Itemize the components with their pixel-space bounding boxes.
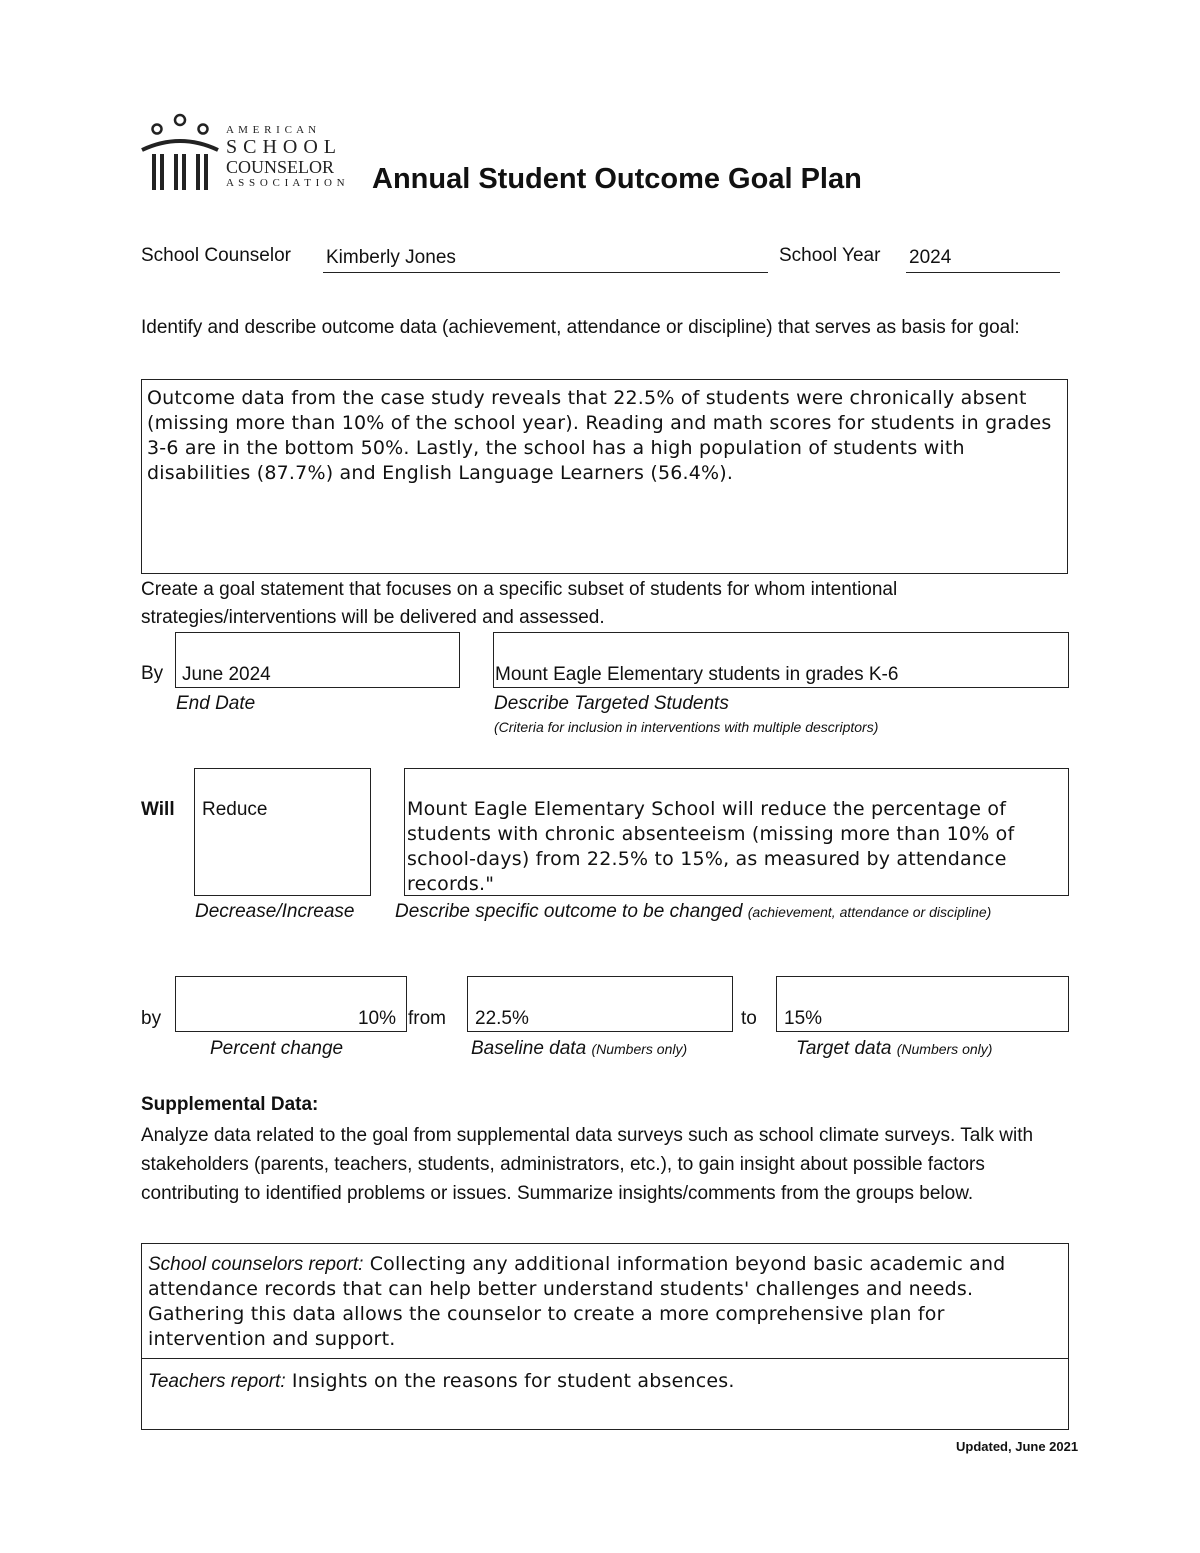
- logo-line-1: A M E R I C A N: [226, 124, 318, 136]
- logo-line-3: COUNSELOR: [226, 157, 335, 177]
- targeted-students-caption: Describe Targeted Students: [494, 693, 729, 714]
- counselors-report-body: Collecting any additional information beyond basic academic and attendance records that can help better understand students' challenges and needs. Gathering this data allows the counselor to create a more comprehensive plan for intervention and support.: [148, 1253, 1006, 1350]
- teachers-report-label: Teachers report:: [148, 1371, 286, 1392]
- baseline-box[interactable]: [467, 976, 733, 1032]
- specific-outcome-caption: Describe specific outcome to be changed: [395, 901, 743, 922]
- percent-change-caption: Percent change: [210, 1038, 344, 1059]
- counselor-label: School Counselor: [141, 245, 291, 266]
- baseline-value: 22.5%: [475, 1008, 529, 1029]
- teachers-report-text: [148, 1369, 1058, 1394]
- direction-box[interactable]: [194, 768, 371, 896]
- school-year-value: 2024: [909, 247, 952, 268]
- logo-line-4: A S S O C I A T I O N: [226, 177, 346, 189]
- logo-line-2: S C H O O L: [226, 136, 337, 158]
- end-date-box[interactable]: [175, 632, 460, 688]
- baseline-caption: Baseline data: [471, 1038, 587, 1059]
- counselors-report-text: [148, 1252, 1058, 1352]
- supplemental-heading: Supplemental Data:: [141, 1094, 319, 1115]
- targeted-students-value: Mount Eagle Elementary students in grades K-6: [495, 664, 899, 685]
- end-date-value: June 2024: [182, 664, 271, 685]
- from-label: from: [408, 1008, 446, 1029]
- percent-change-value: 10%: [357, 1008, 396, 1029]
- asca-logo: [140, 112, 355, 196]
- end-date-caption: End Date: [176, 693, 256, 714]
- direction-value: Reduce: [202, 799, 268, 820]
- baseline-subcaption: (Numbers only): [591, 1041, 688, 1057]
- target-box[interactable]: [776, 976, 1069, 1032]
- counselor-field[interactable]: [323, 244, 768, 273]
- updated-footer: Updated, June 2021: [956, 1439, 1079, 1454]
- counselor-value: Kimberly Jones: [326, 247, 456, 268]
- teachers-report-box[interactable]: [141, 1358, 1069, 1430]
- asca-logo-icon: [140, 112, 222, 194]
- specific-outcome-box[interactable]: [404, 768, 1069, 896]
- school-year-field[interactable]: [906, 244, 1060, 273]
- to-label: to: [741, 1008, 757, 1029]
- direction-caption: Decrease/Increase: [195, 901, 355, 922]
- specific-outcome-caption-row: [388, 898, 1028, 926]
- by-label: By: [141, 663, 164, 684]
- target-caption: Target data: [796, 1038, 892, 1059]
- baseline-caption-row: [471, 1035, 687, 1063]
- page-title: Annual Student Outcome Goal Plan: [372, 163, 862, 195]
- supplemental-intro: Analyze data related to the goal from supplemental data surveys such as school climate surveys. Talk with stakeholders (parents, teachers, students, administrators, etc.), to gain insight about possible factors contributing to identified problems or issues. Summarize insights/comments from the groups below.: [141, 1125, 1034, 1204]
- target-subcaption: (Numbers only): [896, 1041, 993, 1057]
- targeted-students-box[interactable]: [493, 632, 1069, 688]
- percent-change-box[interactable]: [175, 976, 407, 1032]
- target-value: 15%: [784, 1008, 823, 1029]
- outcome-data-text: Outcome data from the case study reveals that 22.5% of students were chronically absent (missing more than 10% of the school year). Reading and math scores for students in grades 3-6 are in the bottom 50%. Lastly, the school has a high population of students with disabilities (87.7%) and English Language Learners (56.4%).: [147, 387, 1052, 484]
- target-caption-row: [796, 1035, 992, 1063]
- school-year-label: School Year: [779, 245, 881, 266]
- goal-prompt: Create a goal statement that focuses on a specific subset of students for whom intentional strategies/interventions will be delivered and assessed.: [141, 579, 898, 628]
- will-label: Will: [141, 799, 175, 820]
- targeted-students-subcaption: (Criteria for inclusion in interventions with multiple descriptors): [494, 719, 879, 735]
- specific-outcome-subcaption: (achievement, attendance or discipline): [747, 904, 992, 920]
- counselors-report-box[interactable]: [141, 1243, 1069, 1360]
- counselors-report-label: School counselors report:: [148, 1254, 364, 1275]
- outcome-prompt: Identify and describe outcome data (achievement, attendance or discipline) that serves as basis for goal:: [141, 317, 1020, 338]
- teachers-report-body: Insights on the reasons for student absences.: [285, 1370, 735, 1392]
- outcome-data-box[interactable]: [141, 379, 1068, 574]
- by-percent-label: by: [141, 1008, 162, 1029]
- specific-outcome-text: Mount Eagle Elementary School will reduce the percentage of students with chronic absenteeism (missing more than 10% of school-days) from 22.5% to 15%, as measured by attendance records.": [407, 798, 1015, 895]
